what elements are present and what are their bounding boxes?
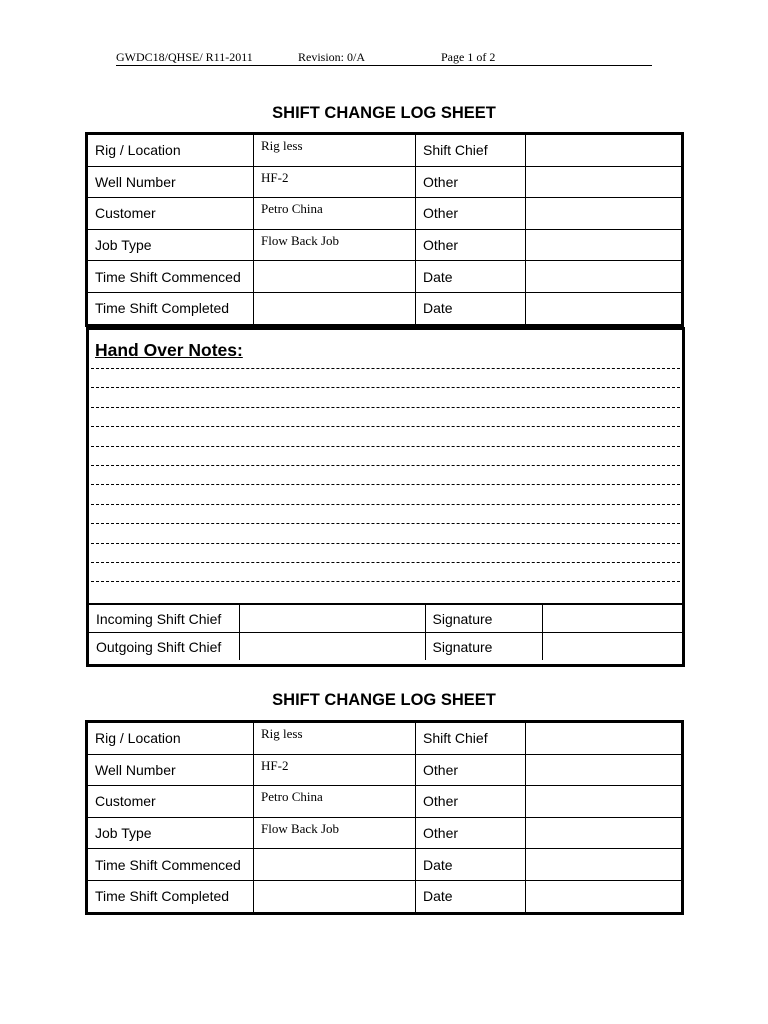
table-row — [87, 134, 683, 167]
page-number: Page 1 of 2 — [441, 50, 496, 64]
table-row — [87, 198, 683, 230]
field-value[interactable] — [526, 754, 683, 786]
sheet-title-2: SHIFT CHANGE LOG SHEET — [272, 691, 496, 709]
table-row — [87, 166, 683, 198]
field-label: Other — [416, 817, 526, 849]
field-value[interactable]: Flow Back Job — [254, 817, 416, 849]
note-line[interactable] — [91, 484, 680, 485]
field-value[interactable] — [254, 880, 416, 913]
field-value[interactable]: Flow Back Job — [254, 229, 416, 261]
signature-value[interactable] — [239, 633, 425, 661]
field-value[interactable]: HF-2 — [254, 754, 416, 786]
field-label: Other — [416, 166, 526, 198]
table-row — [87, 754, 683, 786]
field-value[interactable] — [526, 198, 683, 230]
note-line[interactable] — [91, 446, 680, 447]
field-label: Rig / Location — [87, 722, 254, 755]
field-value[interactable] — [526, 261, 683, 293]
note-line[interactable] — [91, 387, 680, 388]
table-row — [87, 722, 683, 755]
field-value[interactable] — [526, 849, 683, 881]
note-line[interactable] — [91, 581, 680, 582]
note-line[interactable] — [91, 407, 680, 408]
info-table-2 — [85, 720, 684, 915]
note-line[interactable] — [91, 465, 680, 466]
field-value[interactable] — [526, 134, 683, 167]
field-label: Time Shift Commenced — [87, 261, 254, 293]
field-label: Shift Chief — [416, 134, 526, 167]
note-line[interactable] — [91, 523, 680, 524]
info-table-1 — [85, 132, 684, 327]
signature-label: Signature — [425, 633, 542, 661]
field-value[interactable] — [526, 292, 683, 325]
table-row — [87, 880, 683, 913]
field-label: Date — [416, 880, 526, 913]
field-label: Customer — [87, 786, 254, 818]
field-label: Other — [416, 786, 526, 818]
field-value[interactable]: Rig less — [254, 722, 416, 755]
signature-label: Signature — [425, 604, 542, 633]
field-label: Time Shift Completed — [87, 292, 254, 325]
signature-value[interactable] — [239, 604, 425, 633]
field-value[interactable] — [526, 786, 683, 818]
field-label: Date — [416, 261, 526, 293]
field-value[interactable]: Rig less — [254, 134, 416, 167]
handover-notes-box — [86, 327, 685, 667]
field-value[interactable] — [254, 292, 416, 325]
field-label: Job Type — [87, 817, 254, 849]
revision: Revision: 0/A — [298, 50, 366, 64]
field-label: Date — [416, 849, 526, 881]
field-value[interactable]: HF-2 — [254, 166, 416, 198]
field-label: Other — [416, 198, 526, 230]
field-label: Rig / Location — [87, 134, 254, 167]
field-value[interactable] — [254, 261, 416, 293]
note-line[interactable] — [91, 426, 680, 427]
document-header — [116, 50, 652, 66]
field-value[interactable] — [526, 166, 683, 198]
signature-label: Incoming Shift Chief — [89, 604, 239, 633]
field-value[interactable]: Petro China — [254, 198, 416, 230]
table-row — [87, 229, 683, 261]
field-value[interactable] — [526, 229, 683, 261]
signature-row — [89, 633, 682, 661]
field-value[interactable] — [526, 880, 683, 913]
handover-notes-title: Hand Over Notes: — [95, 340, 243, 360]
sheet-title-1: SHIFT CHANGE LOG SHEET — [272, 104, 496, 122]
signature-field[interactable] — [542, 633, 682, 661]
table-row — [87, 786, 683, 818]
note-line[interactable] — [91, 504, 680, 505]
field-value[interactable] — [526, 722, 683, 755]
note-line[interactable] — [91, 368, 680, 369]
signature-row — [89, 604, 682, 633]
field-label: Well Number — [87, 754, 254, 786]
field-label: Job Type — [87, 229, 254, 261]
field-value[interactable]: Petro China — [254, 786, 416, 818]
table-row — [87, 817, 683, 849]
signature-field[interactable] — [542, 604, 682, 633]
table-row — [87, 292, 683, 325]
field-label: Shift Chief — [416, 722, 526, 755]
field-label: Other — [416, 229, 526, 261]
doc-code: GWDC18/QHSE/ R11-2011 — [116, 50, 253, 64]
note-line[interactable] — [91, 543, 680, 544]
signature-label: Outgoing Shift Chief — [89, 633, 239, 661]
note-line[interactable] — [91, 562, 680, 563]
table-row — [87, 261, 683, 293]
field-label: Time Shift Commenced — [87, 849, 254, 881]
field-label: Customer — [87, 198, 254, 230]
field-value[interactable] — [254, 849, 416, 881]
table-row — [87, 849, 683, 881]
signature-table — [89, 603, 682, 660]
field-label: Time Shift Completed — [87, 880, 254, 913]
field-label: Other — [416, 754, 526, 786]
field-label: Date — [416, 292, 526, 325]
field-value[interactable] — [526, 817, 683, 849]
field-label: Well Number — [87, 166, 254, 198]
